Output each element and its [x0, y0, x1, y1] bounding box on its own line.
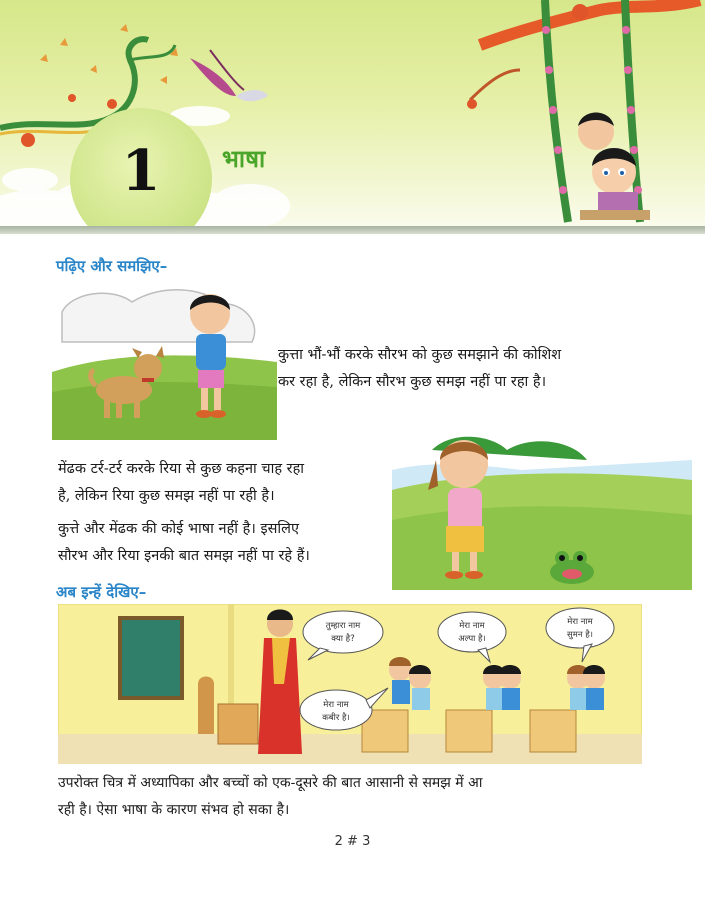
- bubble-text: अल्पा है।: [458, 634, 486, 644]
- bubble-text: तुम्हारा नाम: [325, 621, 361, 631]
- page-number: 2 # 3: [334, 834, 371, 849]
- student-desks: [362, 710, 576, 752]
- classroom-illustration: [58, 604, 642, 764]
- paragraph-line: कर रहा है, लेकिन सौरभ कुछ समझ नहीं पा रहा है।: [278, 374, 547, 390]
- paragraph-line: है, लेकिन रिया कुछ समझ नहीं पा रही है।: [58, 488, 275, 504]
- bubble-text: मेरा नाम: [459, 621, 485, 631]
- chapter-title: भाषा: [222, 145, 266, 173]
- dog-and-boy-illustration: [52, 282, 277, 440]
- bubble-text: कबीर है।: [322, 713, 350, 723]
- bubble-text: मेरा नाम: [567, 617, 593, 627]
- chapter-number: 1: [121, 138, 161, 204]
- paragraph-line: कुत्ते और मेंढक की कोई भाषा नहीं है। इसलिए: [58, 521, 299, 537]
- section-heading-read: पढ़िए और समझिए–: [56, 257, 168, 275]
- bird-illustration: [190, 50, 268, 101]
- paragraph-line: उपरोक्त चित्र में अध्यापिका और बच्चों को एक-दूसरे की बात आसानी से समझ में आ: [58, 775, 483, 791]
- leaves-decoration: [40, 24, 178, 84]
- paragraph-line: मेंढक टर्र-टर्र करके रिया से कुछ कहना चाह रहा: [58, 461, 305, 477]
- bubble-text: मेरा नाम: [323, 700, 349, 710]
- section-heading-look: अब इन्हें देखिए–: [56, 583, 147, 601]
- paragraph-line: सौरभ और रिया इनकी बात समझ नहीं पा रहे हैं।: [58, 548, 310, 564]
- header-divider: [0, 226, 705, 234]
- paragraph-conclusion: [58, 770, 482, 824]
- chapter-header-banner: [0, 0, 705, 232]
- paragraph-no-language: [58, 516, 310, 570]
- bubble-text: सुमन है।: [567, 630, 593, 640]
- frog-and-girl-illustration: [392, 430, 692, 590]
- blackboard: [120, 618, 182, 698]
- paragraph-frog: [58, 456, 304, 510]
- bubble-text: क्या है?: [331, 634, 355, 644]
- paragraph-line: कुत्ता भौं-भौं करके सौरभ को कुछ समझाने की कोशिश: [278, 347, 562, 363]
- paragraph-line: रही है। ऐसा भाषा के कारण संभव हो सका है।: [58, 802, 290, 818]
- paragraph-dog: [278, 342, 561, 396]
- swing-illustration: [467, 0, 700, 222]
